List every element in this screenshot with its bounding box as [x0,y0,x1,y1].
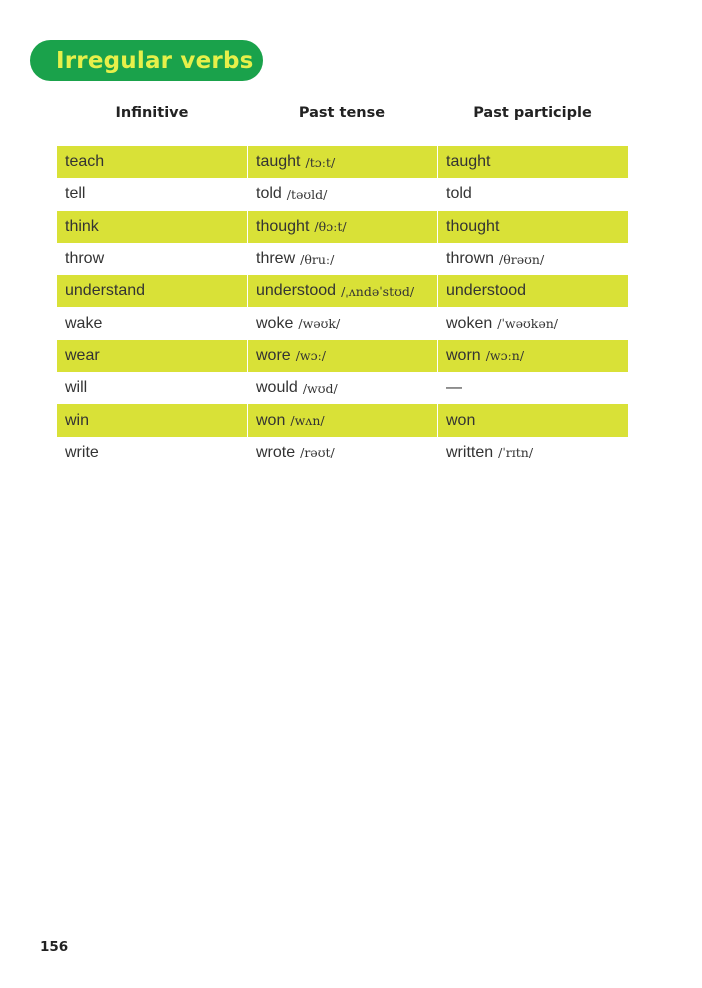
cell-past-participle [437,372,628,404]
past-tense-pronunciation: /wʌn/ [290,413,325,429]
cell-infinitive [57,404,247,436]
past-participle-pronunciation: /ˈwəʊkən/ [497,316,558,332]
table-row [57,211,628,243]
cell-past-participle [437,437,628,469]
past-participle-pronunciation: /wɔːn/ [485,348,525,364]
past-tense-text: told [256,185,282,203]
cell-infinitive [57,178,247,210]
infinitive-text: throw [65,250,105,268]
past-tense-pronunciation: /təʊld/ [286,186,328,202]
table-row [57,340,628,372]
infinitive-text: write [65,443,99,461]
irregular-verbs-table [57,146,628,469]
cell-infinitive [57,275,247,307]
past-participle-text: thought [446,217,500,235]
past-tense-pronunciation: /wʊd/ [302,380,338,396]
infinitive-text: tell [65,185,86,203]
cell-past-tense [247,340,437,372]
cell-infinitive [57,340,247,372]
past-tense-pronunciation: /rəʊt/ [300,445,335,461]
past-participle-text: won [446,411,476,429]
page-number: 156 [40,939,69,955]
cell-past-participle [437,404,628,436]
cell-past-participle [437,178,628,210]
past-tense-text: threw [256,250,296,268]
past-tense-pronunciation: /wəʊk/ [298,316,341,332]
table-row [57,243,628,275]
column-header-past-participle: Past participle [473,105,592,121]
cell-past-participle [437,211,628,243]
cell-infinitive [57,211,247,243]
past-tense-text: thought [256,217,310,235]
past-tense-pronunciation: /θruː/ [300,251,335,267]
past-tense-text: woke [256,314,294,332]
infinitive-text: wake [65,314,103,332]
table-row [57,437,628,469]
cell-past-tense [247,404,437,436]
past-tense-text: understood [256,282,337,300]
page-title: Irregular verbs [56,47,254,74]
past-tense-text: would [256,379,298,397]
past-participle-text: worn [446,346,481,364]
table-row [57,178,628,210]
past-participle-pronunciation: /θrəʊn/ [499,251,545,267]
past-tense-text: won [256,411,286,429]
table-row [57,404,628,436]
infinitive-text: teach [65,153,105,171]
past-participle-text: understood [446,282,527,300]
cell-past-tense [247,146,437,178]
past-tense-text: taught [256,153,301,171]
table-row [57,275,628,307]
cell-infinitive [57,437,247,469]
infinitive-text: wear [65,346,100,364]
cell-past-participle [437,146,628,178]
cell-past-participle [437,275,628,307]
cell-infinitive [57,146,247,178]
past-participle-text: — [446,379,462,397]
cell-past-tense [247,307,437,339]
infinitive-text: think [65,217,99,235]
infinitive-text: will [65,379,88,397]
past-participle-pronunciation: /ˈrɪtn/ [498,445,534,461]
past-participle-text: told [446,185,472,203]
past-tense-pronunciation: /ˌʌndəˈstʊd/ [341,283,415,299]
past-tense-pronunciation: /wɔː/ [295,348,327,364]
table-row [57,307,628,339]
cell-past-tense [247,372,437,404]
past-tense-text: wore [256,346,291,364]
cell-past-tense [247,243,437,275]
past-tense-pronunciation: /θɔːt/ [314,219,347,235]
column-headers [57,105,628,125]
past-tense-text: wrote [256,443,296,461]
cell-past-tense [247,211,437,243]
cell-past-participle [437,340,628,372]
column-header-infinitive: Infinitive [115,105,189,121]
past-participle-text: taught [446,153,491,171]
cell-infinitive [57,372,247,404]
past-tense-pronunciation: /tɔːt/ [305,154,336,170]
table-row [57,146,628,178]
table-row [57,372,628,404]
infinitive-text: understand [65,282,146,300]
section-title-banner [30,40,263,81]
cell-past-tense [247,437,437,469]
past-participle-text: woken [446,314,493,332]
cell-infinitive [57,243,247,275]
column-header-past-tense: Past tense [298,105,386,121]
cell-past-tense [247,178,437,210]
cell-infinitive [57,307,247,339]
past-participle-text: thrown [446,250,495,268]
cell-past-tense [247,275,437,307]
past-participle-text: written [446,443,494,461]
cell-past-participle [437,243,628,275]
infinitive-text: win [65,411,90,429]
cell-past-participle [437,307,628,339]
